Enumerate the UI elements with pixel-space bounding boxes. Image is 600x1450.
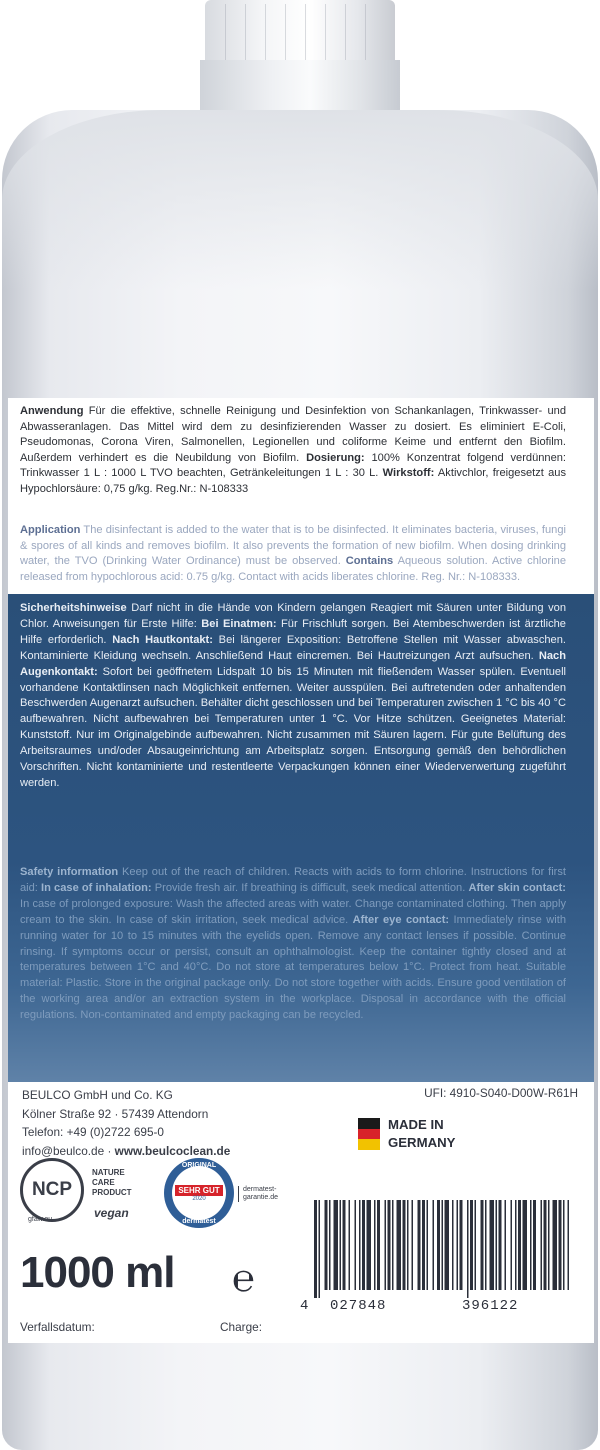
barcode-bar	[392, 1200, 394, 1290]
application-de-text: Für die effektive, schnelle Reinigung und Desinfektion von Schankanlagen, Trinkwasser- und Abwasseranlagen. Das Mittel wird dem zu desinfizierenden Wasser zu dosiert. Es eliminiert E-Coli, Pseudomonas, Corona Viren, Salmonellen, Legionellen und coliforme Keime und entfernt den Biofilm. Außerdem verhindert es die Neubildung von Biofilm.	[20, 405, 566, 464]
dermatest-top: ORIGINAL	[181, 1162, 217, 1169]
barcode-bar	[442, 1200, 444, 1290]
barcode-bar	[485, 1200, 487, 1290]
separator: ·	[104, 1143, 115, 1158]
barcode-bar	[470, 1200, 473, 1290]
barcode-bar	[541, 1200, 543, 1290]
vegan-label: vegan	[94, 1206, 129, 1220]
dermatest-url-line2: garantie.de	[243, 1194, 279, 1201]
barcode	[310, 1200, 580, 1298]
ncp-badge: NCP	[20, 1158, 84, 1222]
barcode-bar	[329, 1200, 331, 1290]
barcode-bar	[362, 1200, 365, 1290]
company-name: BEULCO GmbH und Co. KG	[22, 1088, 173, 1102]
dermatest-url-line1: dermatest-	[243, 1186, 277, 1193]
company-web: www.beulcoclean.de	[114, 1143, 231, 1158]
active-ingredient-label: Wirkstoff:	[382, 467, 435, 480]
barcode-bar	[445, 1200, 450, 1290]
barcode-bar	[467, 1200, 469, 1298]
eye-text-en: Immediately rinse with running water for 10 to 15 minutes with the eyelids open. Remove any contact lenses if possible. Continue rinsing. If symptoms occur or persist, consult an ophthalmologist. Keep the container tightly closed and at temperatures between 1°C and 40°C. Do not store at temperatures below 1°C. Protect from heat. Suitable material: Plastic. Store in the original package only. Do not store together with acids. Ensure good ventilation of the working area and/or an extraction system in the workplace. Disposal in accordance with the official regulations. Non-contaminated and empty packaging can be recycled.	[20, 913, 567, 1022]
barcode-bar	[499, 1200, 502, 1290]
barcode-bar	[452, 1200, 454, 1290]
barcode-bar	[523, 1200, 528, 1290]
barcode-bar	[325, 1200, 328, 1290]
expiry-label: Verfallsdatum:	[20, 1320, 95, 1334]
barcode-bar	[460, 1200, 463, 1290]
barcode-bar	[563, 1200, 565, 1290]
barcode-bar	[388, 1200, 391, 1290]
barcode-bar	[397, 1200, 402, 1290]
contains-label: Contains	[345, 555, 394, 568]
barcode-bar	[314, 1200, 317, 1298]
dermatest-seal	[164, 1158, 234, 1228]
barcode-bar	[515, 1200, 517, 1290]
skin-text-de: Bei längerer Exposition: Betroffene Stellen mit Wasser abwaschen. Kontaminierte Kleidung wechseln. Anschließend Haut eincremen. Bei Hautreizungen Arzt aufsuchen.	[20, 633, 566, 662]
barcode-bar	[568, 1200, 570, 1290]
dermatest-year: 2020	[192, 1195, 206, 1202]
inhale-text-de: Für Frischluft sorgen. Bei Atembeschwerden ist ärztliche Hilfe erforderlich.	[20, 617, 566, 646]
application-de	[20, 404, 566, 498]
ncp-line2: CARE	[92, 1178, 115, 1187]
barcode-bar	[359, 1200, 361, 1290]
safety-en	[20, 865, 566, 1024]
inhale-label-en: In case of inhalation:	[41, 881, 152, 894]
barcode-bar	[377, 1200, 380, 1290]
skin-text-en: In case of prolonged exposure: Wash the affected areas with water. Change contaminated clothing. Then apply cream to the skin. In case of skin irritation, seek medical advice.	[20, 897, 566, 926]
active-ingredient-text: Aktivchlor, freigesetzt aus Hypochlorsäure: 0,75 g/kg. Reg.Nr.: N-108333	[20, 467, 566, 495]
barcode-bar	[407, 1200, 409, 1290]
barcode-bar	[475, 1200, 477, 1290]
barcode-bar	[457, 1200, 459, 1290]
barcode-bar	[422, 1200, 425, 1290]
made-in-line1: MADE IN	[388, 1117, 444, 1132]
estimated-sign-icon: ℮	[232, 1258, 255, 1300]
ncp-logo	[20, 1158, 140, 1230]
barcode-bar	[374, 1200, 376, 1290]
company-street: Kölner Straße 92 · 57439 Attendorn	[22, 1106, 209, 1121]
bottle-shoulder	[2, 110, 598, 290]
safety-de-heading: Sicherheitshinweise	[20, 602, 127, 614]
dermatest-url	[238, 1186, 278, 1202]
skin-label-de: Nach Hautkontakt:	[112, 633, 213, 646]
barcode-bar	[530, 1200, 532, 1290]
barcode-bar	[505, 1200, 507, 1290]
barcode-bar	[511, 1200, 513, 1290]
volume-label: 1000 ml	[20, 1248, 175, 1297]
barcode-bar	[334, 1200, 339, 1290]
barcode-bar	[427, 1200, 429, 1290]
barcode-bar	[319, 1200, 321, 1298]
ncp-line3: PRODUCT	[92, 1188, 132, 1197]
eye-label-de: Nach Augenkontakt:	[20, 649, 566, 678]
barcode-bar	[559, 1200, 562, 1290]
skin-label-en: After skin contact:	[468, 881, 566, 894]
barcode-bar	[343, 1200, 346, 1290]
barcode-bar	[518, 1200, 521, 1290]
dermatest-bottom: dermatest	[182, 1218, 216, 1225]
application-en-heading: Application	[20, 524, 81, 536]
barcode-bars	[310, 1200, 580, 1298]
dosage-text: 100% Konzentrat folgend verdünnen: Trinkwasser 1 L : 1000 L TVO beachten, Getränkeleitungen 1 L : 30 L.	[20, 451, 567, 480]
barcode-bar	[490, 1200, 495, 1290]
ncp-site: gfaw.eu	[28, 1216, 53, 1223]
eye-label-en: After eye contact:	[352, 913, 450, 926]
barcode-bar	[403, 1200, 406, 1290]
barcode-bar	[340, 1200, 342, 1290]
application-en-text: The disinfectant is added to the water that is to be disinfected. It eliminates bacteria, viruses, fungi & spores of all kinds and removes biofilm. It also prevents the formation of new biofilm. When dosing drinking water, the TVO (Drinking Water Ordinance) must be observed.	[20, 524, 566, 568]
barcode-bar	[548, 1200, 550, 1290]
company-email: info@beulco.de	[22, 1143, 105, 1158]
ean-group2: 396122	[462, 1298, 519, 1314]
inhale-label-de: Bei Einatmen:	[201, 617, 277, 630]
german-flag-icon	[358, 1118, 380, 1150]
bottle-cap	[205, 0, 395, 64]
barcode-bar	[553, 1200, 558, 1290]
barcode-bar	[367, 1200, 372, 1290]
safety-en-text: Keep out of the reach of children. Reacts with acids to form chlorine. Instructions for first aid:	[20, 866, 566, 894]
barcode-bar	[533, 1200, 536, 1290]
barcode-bar	[481, 1200, 484, 1290]
barcode-bar	[349, 1200, 351, 1290]
application-de-heading: Anwendung	[20, 405, 84, 417]
safety-en-heading: Safety information	[20, 866, 119, 878]
company-phone: Telefon: +49 (0)2722 695-0	[22, 1125, 164, 1139]
barcode-bar	[433, 1200, 435, 1290]
barcode-bar	[385, 1200, 387, 1290]
safety-de-text: Darf nicht in die Hände von Kindern gelangen Reagiert mit Säuren unter Bildung von Chlor. Anweisungen für Erste Hilfe:	[20, 602, 566, 630]
barcode-bar	[355, 1200, 357, 1290]
ufi-code: UFI: 4910-S040-D00W-R61H	[424, 1086, 578, 1100]
dermatest-grade: SEHR GUT	[175, 1185, 222, 1196]
eye-text-de: Sofort bei geöffnetem Lidspalt 10 bis 15 Minuten mit fließendem Wasser spülen. Eventuell vorhandene Kontaktlinsen nach Möglichkeit entfernen. Weiter ausspülen. Bei auftretenden oder anhaltenden Beschwerden Augenarzt aufsuchen. Behälter dicht geschlossen und bei Temperaturen zwischen 1 °C bis 40 °C aufbewahren. Nicht aufbewahren bei Temperaturen unter 1 °C. Vor Hitze schützen. Geeignetes Material: Kunststoff. Nur im Originalgebinde aufbewahren. Nicht zusammen mit Säuren lagern. Für gute Belüftung des Arbeitsraumes und/oder Absaugeinrichtung am Arbeitsplatz sorgen. Entsorgung gemäß den behördlichen Vorschriften. Nicht kontaminierte und restentleerte Verpackungen können einer Wiederverwertung zugeführt werden.	[20, 665, 566, 789]
ncp-line1: NATURE	[92, 1168, 125, 1177]
barcode-bar	[412, 1200, 414, 1290]
barcode-bar	[544, 1200, 547, 1290]
barcode-bar	[496, 1200, 498, 1290]
barcode-bar	[437, 1200, 440, 1290]
made-in-line2: GERMANY	[388, 1135, 456, 1150]
barcode-bar	[418, 1200, 421, 1290]
inhale-text-en: Provide fresh air. If breathing is difficult, seek medical attention.	[151, 881, 469, 894]
ean-group1: 027848	[330, 1298, 387, 1314]
application-en	[20, 523, 566, 585]
batch-label: Charge:	[220, 1320, 262, 1334]
safety-de	[20, 601, 566, 792]
company-address	[22, 1086, 230, 1160]
ean-digit1: 4	[300, 1298, 310, 1314]
contains-text: Aqueous solution. Active chlorine released from hypochlorous acid: 0.75 g/kg. Contact with acids liberates chlorine. Reg. Nr.: N-108333.	[20, 555, 567, 583]
dosage-label: Dosierung:	[306, 451, 365, 464]
